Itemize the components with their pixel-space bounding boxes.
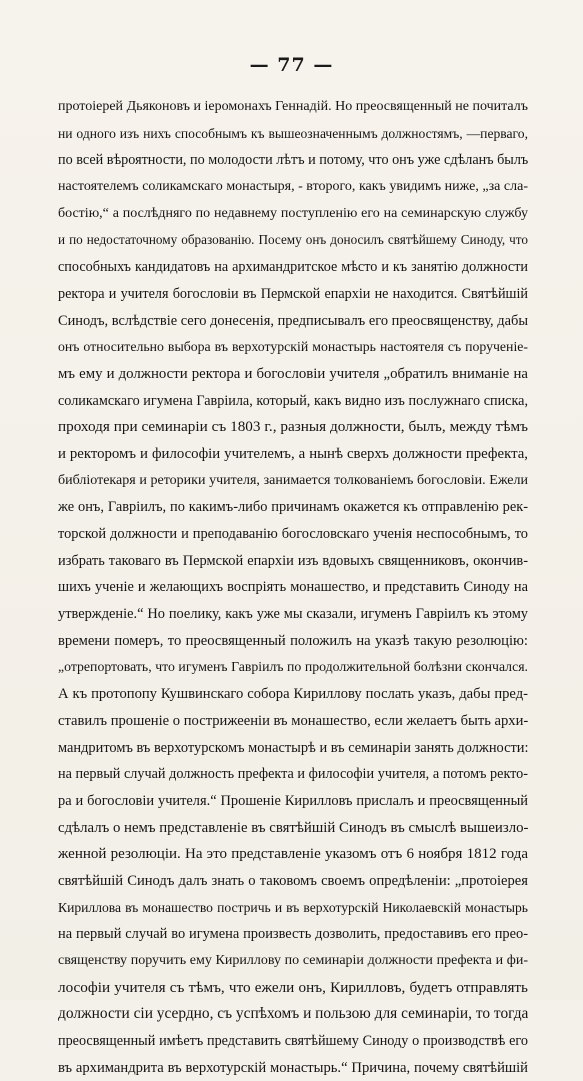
text-line: по всей вѣроятности, по молодости лѣтъ и потому, что онъ уже сдѣланъ былъ xyxy=(58,152,528,169)
text-line: настоятелемъ соликамскаго монастыря, - второго, какъ увидимъ ниже, „за сла- xyxy=(58,179,528,195)
text-line: А къ протопопу Кушвинскаго собора Кириллову послать указъ, дабы пред- xyxy=(58,686,528,703)
text-line: библіотекаря и реторики учителя, занимается толкованіемъ богословіи. Ежели xyxy=(58,472,528,488)
text-line: способныхъ кандидатовъ на архимандритское мѣсто и къ занятію должности xyxy=(58,259,528,276)
text-line: шихъ ученіе и желающихъ воспріять монашество, и представить Синоду на xyxy=(58,579,528,596)
text-line: должности сіи усердно, съ успѣхомъ и пользою для семинаріи, то тогда xyxy=(58,1005,528,1023)
text-line: бостію,“ а послѣдняго по недавнему поступленію его на семинарскую службу xyxy=(58,205,528,221)
page-number-header: — 77 — xyxy=(249,54,334,76)
text-line: соликамскаго игумена Гавріила, который, какъ видно изъ послужнаго списка, xyxy=(58,392,528,409)
text-line: онъ относительно выбора въ верхотурскій монастырь настоятеля съ порученіе- xyxy=(58,339,528,355)
text-line: же онъ, Гавріилъ, по какимъ-либо причинамъ окажется къ отправленію рек- xyxy=(58,499,528,516)
text-line: святѣйшій Синодъ далъ знать о таковомъ своемъ опредѣленіи: „протоіерея xyxy=(58,872,528,889)
text-line: ра и богословіи учителя.“ Прошеніе Кирилловъ прислалъ и преосвященный xyxy=(58,792,528,809)
text-line: сдѣлалъ о немъ представленіе въ святѣйшій Синодъ въ смыслѣ вышеизло- xyxy=(58,819,528,836)
text-line: ставилъ прошеніе о пострижееніи въ монашество, если желаетъ быть архи- xyxy=(58,712,528,729)
text-line: торской должности и преподаванію богословскаго ученія неспособнымъ, то xyxy=(58,526,528,542)
text-line: протоіерей Дьяконовъ и іеромонахъ Геннадій. Но преосвященный не почиталъ xyxy=(58,99,528,114)
text-line: Кириллова въ монашество постричь и въ верхотурскій Николаевскій монастырь xyxy=(58,899,528,915)
text-line: ректора и учителя богословіи въ Пермской епархіи не находится. Святѣйшій xyxy=(58,285,528,302)
text-line: избрать таковаго въ Пермской епархіи изъ вдовыхъ священниковъ, окончив- xyxy=(58,552,528,569)
body-text xyxy=(58,94,528,1081)
text-line: на первый случай во игумена произвесть дозволить, предоставивъ его прео- xyxy=(58,926,528,943)
text-line: и ректоромъ и философіи учителемъ, а нынѣ сверхъ должности префекта, xyxy=(58,445,528,462)
text-line: преосвященный имѣетъ представить святѣйшему Синоду о производствѣ его xyxy=(58,1033,528,1050)
text-line: времени померъ, то преосвященный положилъ на указѣ такую резолюцію: xyxy=(58,632,528,649)
text-line: Синодъ, вслѣдствіе сего донесенія, предписывалъ его преосвященству, дабы xyxy=(58,312,528,329)
text-line: на первый случай должность префекта и философіи учителя, а потомъ ректо- xyxy=(58,766,528,783)
text-line: „отрепортовать, что игуменъ Гавріилъ по продолжительной болѣзни скончался. xyxy=(58,659,528,675)
text-line: проходя при семинаріи съ 1803 г., разныя должности, былъ, между тѣмъ xyxy=(58,418,528,436)
text-line: и по недостаточному образованію. Посему онъ доносилъ святѣйшему Синоду, что xyxy=(58,232,528,248)
text-line: мъ ему и должности ректора и богословіи учителя „обратилъ вниманіе на xyxy=(58,365,528,382)
text-line: женной резолюціи. На это представленіе указомъ отъ 6 ноября 1812 года xyxy=(58,846,528,863)
text-line: мандритомъ въ верхотурскомъ монастырѣ и въ семинаріи занять должности: xyxy=(58,739,528,756)
text-line: ни одного изъ нихъ способнымъ къ вышеозначеннымъ должностямъ, —перваго, xyxy=(58,125,528,141)
text-line: лософіи учителя съ тѣмъ, что ежели онъ, Кирилловъ, будетъ отправлять xyxy=(58,978,528,996)
text-line: священству поручить ему Кириллову по семинаріи должности префекта и фи- xyxy=(58,953,528,968)
text-line: утвержденіе.“ Но поелику, какъ уже мы сказали, игуменъ Гавріилъ къ этому xyxy=(58,606,528,623)
text-line: въ архимандрита въ верхотурскій монастырь.“ Причина, почему святѣйшій xyxy=(58,1059,528,1076)
